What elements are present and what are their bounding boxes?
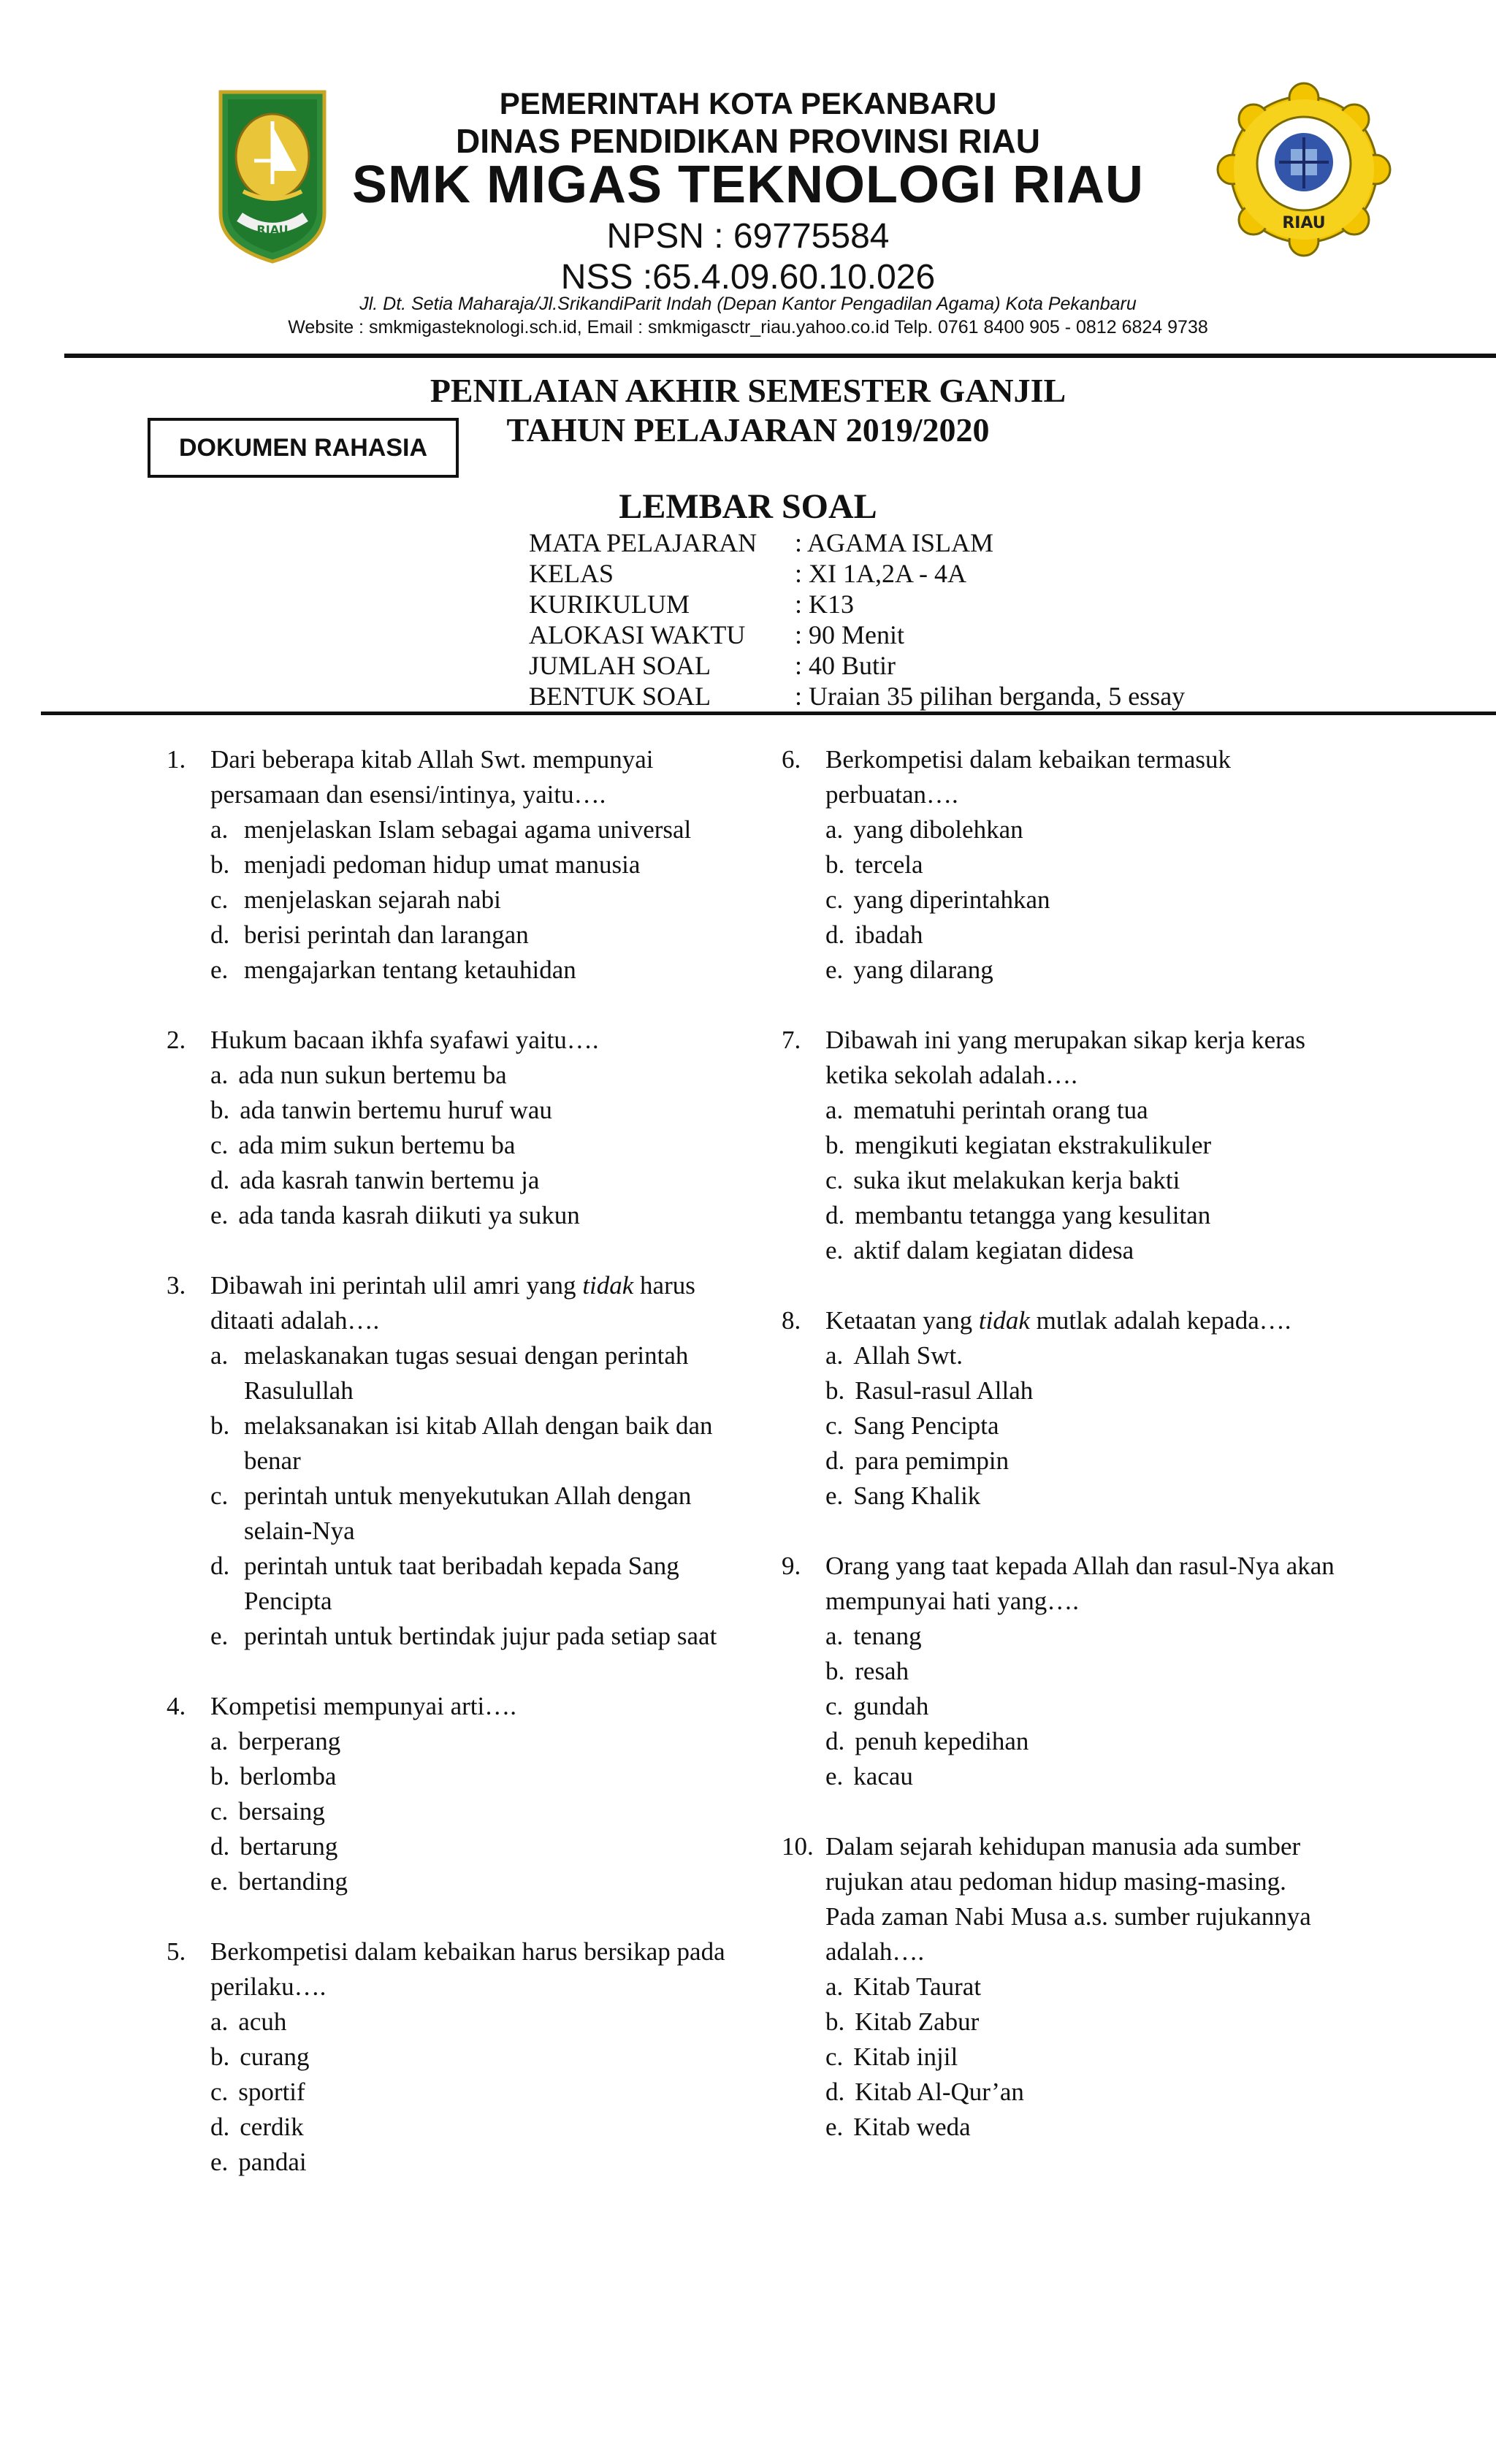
question-number: 9. <box>782 1552 801 1580</box>
question-stem: Orang yang taat kepada Allah dan rasul-Nya akan mempunyai hati yang…. <box>825 1552 1335 1615</box>
option-text: yang dibolehkan <box>853 815 1023 844</box>
answer-option <box>825 1408 1337 1443</box>
answer-option <box>210 2075 744 2110</box>
option-letter: b. <box>825 2007 845 2036</box>
option-letter: b. <box>825 1376 845 1405</box>
answer-option <box>210 1128 744 1163</box>
option-letter: b. <box>210 1411 230 1440</box>
option-letter: b. <box>825 1131 845 1159</box>
option-letter: c. <box>210 1481 229 1510</box>
option-letter: d. <box>210 1552 230 1580</box>
option-text: ada mim sukun bertemu ba <box>238 1131 516 1159</box>
option-letter: a. <box>210 1061 229 1089</box>
option-letter: d. <box>210 1832 230 1861</box>
option-text: mematuhi perintah orang tua <box>853 1096 1148 1124</box>
option-text: acuh <box>238 2007 287 2036</box>
question-item <box>167 1268 744 1654</box>
answer-option <box>825 1338 1337 1373</box>
answer-option <box>825 953 1337 988</box>
option-letter: a. <box>210 2007 229 2036</box>
option-letter: d. <box>825 2078 845 2106</box>
answer-option <box>210 1408 744 1479</box>
question-number: 7. <box>782 1026 801 1054</box>
option-text: ibadah <box>855 920 923 949</box>
question-number: 5. <box>167 1937 186 1966</box>
questions-left-column <box>167 742 744 2215</box>
question-number: 3. <box>167 1271 186 1300</box>
question-number: 6. <box>782 745 801 774</box>
option-text: mengajarkan tentang ketauhidan <box>244 956 576 984</box>
option-text: Kitab Zabur <box>855 2007 980 2036</box>
meta-value: : K13 <box>795 590 854 619</box>
option-letter: a. <box>825 1096 844 1124</box>
stem-emphasis: tidak <box>582 1271 634 1300</box>
option-text: melaskanakan tugas sesuai dengan perintah Rasulullah <box>244 1341 689 1405</box>
question-number: 1. <box>167 745 186 774</box>
option-letter: c. <box>825 1411 844 1440</box>
option-text: pandai <box>238 2148 307 2176</box>
option-letter: e. <box>210 1201 229 1229</box>
department-line: DINAS PENDIDIKAN PROVINSI RIAU <box>456 122 1040 160</box>
option-letter: e. <box>825 1762 844 1790</box>
answer-option <box>210 2145 744 2180</box>
answer-option <box>210 1619 744 1654</box>
option-letter: e. <box>210 2148 229 2176</box>
answer-option <box>210 1338 744 1408</box>
option-text: tenang <box>853 1622 922 1650</box>
answer-option <box>825 1163 1337 1198</box>
option-text: Kitab Al-Qur’an <box>855 2078 1024 2106</box>
option-letter: b. <box>210 2042 230 2071</box>
option-text: curang <box>240 2042 310 2071</box>
question-item <box>782 742 1337 988</box>
answer-option <box>210 1093 744 1128</box>
option-letter: a. <box>825 1341 844 1370</box>
option-letter: e. <box>210 1622 229 1650</box>
letterhead-divider <box>64 354 1496 358</box>
option-text: berlomba <box>240 1762 337 1790</box>
answer-option <box>825 2075 1337 2110</box>
option-text: Rasul-rasul Allah <box>855 1376 1034 1405</box>
question-number: 8. <box>782 1306 801 1335</box>
option-letter: b. <box>825 1657 845 1685</box>
answer-option <box>825 1233 1337 1268</box>
stem-part: harus ditaati adalah…. <box>210 1271 695 1335</box>
answer-option <box>825 812 1337 847</box>
option-text: yang dilarang <box>853 956 993 984</box>
question-item <box>167 1023 744 1233</box>
stem-part: mutlak adalah kepada…. <box>1029 1306 1291 1335</box>
meta-key: JUMLAH SOAL <box>529 651 711 680</box>
stem-part: Dibawah ini perintah ulil amri yang <box>210 1271 583 1300</box>
meta-key: MATA PELAJARAN <box>529 528 757 557</box>
answer-option <box>210 1864 744 1899</box>
option-text: suka ikut melakukan kerja bakti <box>853 1166 1180 1194</box>
option-text: Allah Swt. <box>853 1341 963 1370</box>
option-text: bertanding <box>238 1867 348 1896</box>
school-contact: Website : smkmigasteknologi.sch.id, Email : smkmigasctr_riau.yahoo.co.id Telp. 0761 8400 905 - 0812 6824 9738 <box>288 317 1208 337</box>
option-text: yang diperintahkan <box>853 885 1050 914</box>
answer-option <box>825 847 1337 882</box>
option-text: mengikuti kegiatan ekstrakulikuler <box>855 1131 1212 1159</box>
answer-option <box>210 1549 744 1619</box>
option-letter: a. <box>825 1622 844 1650</box>
meta-key: KELAS <box>529 559 614 588</box>
answer-option <box>825 1619 1337 1654</box>
option-text: gundah <box>853 1692 929 1720</box>
option-text: kacau <box>853 1762 913 1790</box>
question-item <box>167 742 744 988</box>
right-logo-text: RIAU <box>1282 214 1326 232</box>
option-letter: c. <box>825 1166 844 1194</box>
option-text: ada nun sukun bertemu ba <box>238 1061 507 1089</box>
answer-option <box>825 1759 1337 1794</box>
answer-option <box>210 1163 744 1198</box>
question-number: 10. <box>782 1832 814 1861</box>
option-text: bertarung <box>240 1832 338 1861</box>
question-stem: Dalam sejarah kehidupan manusia ada sumber rujukan atau pedoman hidup masing-masing. Pada zaman Nabi Musa a.s. sumber rujukannya adalah…. <box>825 1832 1311 1966</box>
option-letter: d. <box>825 1727 845 1755</box>
question-item <box>782 1829 1337 2145</box>
option-text: menjelaskan Islam sebagai agama universal <box>244 815 692 844</box>
government-line: PEMERINTAH KOTA PEKANBARU <box>499 86 997 121</box>
option-text: Kitab Taurat <box>853 1972 982 2001</box>
answer-option <box>825 2005 1337 2040</box>
option-letter: b. <box>210 1096 230 1124</box>
answer-option <box>825 2110 1337 2145</box>
option-text: berperang <box>238 1727 341 1755</box>
option-letter: a. <box>825 1972 844 2001</box>
question-item <box>782 1303 1337 1514</box>
meta-key: BENTUK SOAL <box>529 682 711 711</box>
option-text: Sang Khalik <box>853 1481 981 1510</box>
option-letter: a. <box>210 815 229 844</box>
answer-option <box>825 1093 1337 1128</box>
option-letter: c. <box>825 885 844 914</box>
answer-option <box>210 918 744 953</box>
answer-option <box>825 1689 1337 1724</box>
option-letter: c. <box>210 885 229 914</box>
question-stem: Kompetisi mempunyai arti…. <box>210 1692 516 1720</box>
question-number: 4. <box>167 1692 186 1720</box>
option-letter: c. <box>825 1692 844 1720</box>
option-letter: d. <box>210 2113 230 2141</box>
meta-value: : Uraian 35 pilihan berganda, 5 essay <box>795 682 1186 711</box>
answer-option <box>210 1759 744 1794</box>
option-text: bersaing <box>238 1797 325 1826</box>
option-text: perintah untuk taat beribadah kepada Sang Pencipta <box>244 1552 679 1615</box>
answer-option <box>210 882 744 918</box>
header-divider <box>41 712 1496 715</box>
question-number: 2. <box>167 1026 186 1054</box>
npsn: NPSN : 69775584 <box>606 217 890 256</box>
answer-option <box>210 2110 744 2145</box>
option-text: berisi perintah dan larangan <box>244 920 529 949</box>
option-text: menjelaskan sejarah nabi <box>244 885 501 914</box>
answer-option <box>825 1724 1337 1759</box>
option-letter: c. <box>210 1131 229 1159</box>
answer-option <box>825 1373 1337 1408</box>
secret-document-label: DOKUMEN RAHASIA <box>179 433 427 462</box>
answer-option <box>210 953 744 988</box>
option-letter: d. <box>210 1166 230 1194</box>
option-letter: c. <box>210 1797 229 1826</box>
answer-option <box>210 1829 744 1864</box>
option-text: ada tanwin bertemu huruf wau <box>240 1096 552 1124</box>
meta-key: KURIKULUM <box>529 590 690 619</box>
option-letter: b. <box>825 850 845 879</box>
option-letter: a. <box>210 1341 229 1370</box>
option-text: ada kasrah tanwin bertemu ja <box>240 1166 540 1194</box>
option-text: perintah untuk bertindak jujur pada setiap saat <box>244 1622 717 1650</box>
option-text: menjadi pedoman hidup umat manusia <box>244 850 641 879</box>
answer-option <box>210 2005 744 2040</box>
option-text: Kitab injil <box>853 2042 958 2071</box>
option-text: tercela <box>855 850 923 879</box>
option-letter: d. <box>210 920 230 949</box>
question-stem: Dibawah ini yang merupakan sikap kerja keras ketika sekolah adalah…. <box>825 1026 1305 1089</box>
answer-option <box>825 1479 1337 1514</box>
option-letter: e. <box>825 956 844 984</box>
option-text: Kitab weda <box>853 2113 971 2141</box>
stem-part: Ketaatan yang <box>825 1306 979 1335</box>
nss: NSS :65.4.09.60.10.026 <box>560 258 936 297</box>
option-letter: c. <box>825 2042 844 2071</box>
question-stem: Berkompetisi dalam kebaikan harus bersikap pada perilaku…. <box>210 1937 725 2001</box>
school-address: Jl. Dt. Setia Maharaja/Jl.SrikandiParit Indah (Depan Kantor Pengadilan Agama) Kota Pekanbaru <box>359 294 1137 314</box>
option-letter: d. <box>825 1446 845 1475</box>
option-letter: a. <box>210 1727 229 1755</box>
secret-document-box <box>148 418 459 478</box>
exam-title: PENILAIAN AKHIR SEMESTER GANJIL <box>430 372 1066 409</box>
option-text: penuh kepedihan <box>855 1727 1029 1755</box>
option-letter: b. <box>210 1762 230 1790</box>
question-item <box>782 1549 1337 1794</box>
answer-option <box>210 1479 744 1549</box>
option-text: Sang Pencipta <box>853 1411 999 1440</box>
answer-option <box>825 1969 1337 2005</box>
meta-value: : 40 Butir <box>795 651 896 680</box>
option-letter: d. <box>825 1201 845 1229</box>
meta-key: ALOKASI WAKTU <box>529 620 746 649</box>
meta-value: : AGAMA ISLAM <box>795 528 994 557</box>
stem-emphasis: tidak <box>978 1306 1030 1335</box>
option-letter: e. <box>825 2113 844 2141</box>
question-item <box>167 1934 744 2180</box>
answer-option <box>825 1198 1337 1233</box>
answer-option <box>210 1724 744 1759</box>
exam-year: TAHUN PELAJARAN 2019/2020 <box>506 411 990 449</box>
left-logo-text: RIAU <box>256 223 289 237</box>
answer-option <box>825 882 1337 918</box>
option-text: ada tanda kasrah diikuti ya sukun <box>238 1201 580 1229</box>
option-text: melaksanakan isi kitab Allah dengan baik dan benar <box>244 1411 713 1475</box>
option-letter: d. <box>825 920 845 949</box>
answer-option <box>210 1058 744 1093</box>
answer-option <box>210 2040 744 2075</box>
answer-option <box>210 847 744 882</box>
meta-value: : 90 Menit <box>795 620 904 649</box>
option-text: resah <box>855 1657 909 1685</box>
option-letter: e. <box>825 1236 844 1265</box>
option-text: membantu tetangga yang kesulitan <box>855 1201 1211 1229</box>
option-letter: e. <box>210 1867 229 1896</box>
option-text: perintah untuk menyekutukan Allah dengan selain-Nya <box>244 1481 692 1545</box>
question-stem: Dari beberapa kitab Allah Swt. mempunyai persamaan dan esensi/intinya, yaitu…. <box>210 745 654 809</box>
option-letter: a. <box>825 815 844 844</box>
answer-option <box>825 1128 1337 1163</box>
question-item <box>167 1689 744 1899</box>
option-letter: c. <box>210 2078 229 2106</box>
question-stem <box>825 1303 1337 1338</box>
option-text: para pemimpin <box>855 1446 1010 1475</box>
question-stem: Berkompetisi dalam kebaikan termasuk perbuatan…. <box>825 745 1231 809</box>
option-letter: e. <box>825 1481 844 1510</box>
sheet-title: LEMBAR SOAL <box>619 487 877 526</box>
questions-right-column <box>782 742 1337 2180</box>
answer-option <box>210 1794 744 1829</box>
question-stem: Hukum bacaan ikhfa syafawi yaitu…. <box>210 1026 599 1054</box>
answer-option <box>210 1198 744 1233</box>
option-text: cerdik <box>240 2113 304 2141</box>
option-letter: b. <box>210 850 230 879</box>
answer-option <box>825 1654 1337 1689</box>
answer-option <box>825 918 1337 953</box>
school-name: SMK MIGAS TEKNOLOGI RIAU <box>352 156 1144 214</box>
option-text: aktif dalam kegiatan didesa <box>853 1236 1134 1265</box>
answer-option <box>210 812 744 847</box>
option-text: sportif <box>238 2078 305 2106</box>
answer-option <box>825 2040 1337 2075</box>
question-stem <box>210 1268 744 1338</box>
question-item <box>782 1023 1337 1268</box>
option-letter: e. <box>210 956 229 984</box>
meta-value: : XI 1A,2A - 4A <box>795 559 966 588</box>
answer-option <box>825 1443 1337 1479</box>
